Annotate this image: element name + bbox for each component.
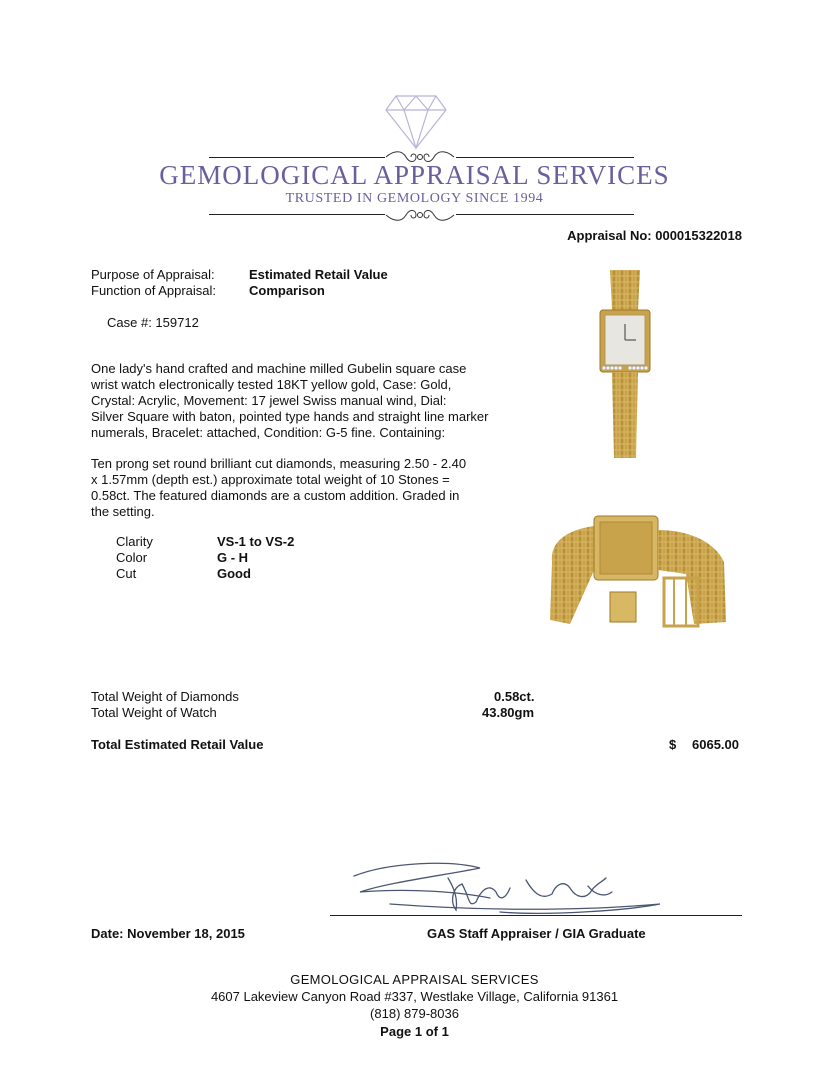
cut-value: Good <box>217 566 251 581</box>
total-watch-weight-value: 43.80gm <box>482 705 535 720</box>
diamond-line: Ten prong set round brilliant cut diamonds, measuring 2.50 - 2.40 <box>91 456 467 471</box>
color-label: Color <box>116 550 148 565</box>
purpose-label: Purpose of Appraisal: <box>91 267 215 282</box>
flourish-ornament-icon <box>384 206 456 224</box>
diamond-description <box>91 456 521 520</box>
appraiser-signature <box>330 858 742 920</box>
description-line: numerals, Bracelet: attached, Condition: G-5 fine. Containing: <box>91 425 446 440</box>
function-value: Comparison <box>249 283 325 298</box>
footer-phone: (818) 879-8036 <box>370 1006 459 1021</box>
purpose-value: Estimated Retail Value <box>249 267 388 282</box>
total-watch-weight-label: Total Weight of Watch <box>91 705 217 720</box>
header-rule-top-left <box>209 157 385 158</box>
appraisal-date: Date: November 18, 2015 <box>91 926 245 941</box>
watch-back-image <box>546 512 732 632</box>
signature-line <box>330 915 742 916</box>
item-description <box>91 361 521 441</box>
case-number: Case #: 159712 <box>107 315 199 330</box>
clarity-value: VS-1 to VS-2 <box>217 534 295 549</box>
diamond-logo-icon <box>384 92 448 150</box>
diamond-line: 0.58ct. The featured diamonds are a custom addition. Graded in <box>91 488 460 503</box>
total-retail-label: Total Estimated Retail Value <box>91 737 264 752</box>
description-line: Silver Square with baton, pointed type hands and straight line marker <box>91 409 489 424</box>
total-diamond-weight-value: 0.58ct. <box>494 689 535 704</box>
appraisal-number: Appraisal No: 000015322018 <box>567 228 742 243</box>
header-rule-bottom-left <box>209 214 385 215</box>
footer-company-name: GEMOLOGICAL APPRAISAL SERVICES <box>290 972 539 987</box>
clarity-label: Clarity <box>116 534 153 549</box>
function-label: Function of Appraisal: <box>91 283 217 298</box>
diamond-line: the setting. <box>91 504 155 519</box>
company-tagline: TRUSTED IN GEMOLOGY SINCE 1994 <box>285 191 544 206</box>
watch-front-image <box>588 270 662 460</box>
total-retail-value: 6065.00 <box>692 737 739 752</box>
description-line: Crystal: Acrylic, Movement: 17 jewel Swiss manual wind, Dial: <box>91 393 447 408</box>
color-value: G - H <box>217 550 249 565</box>
description-line: wrist watch electronically tested 18KT yellow gold, Case: Gold, <box>91 377 452 392</box>
diamond-line: x 1.57mm (depth est.) approximate total weight of 10 Stones = <box>91 472 450 487</box>
footer-address: 4607 Lakeview Canyon Road #337, Westlake Village, California 91361 <box>210 989 619 1004</box>
header-rule-bottom-right <box>456 214 634 215</box>
company-name: GEMOLOGICAL APPRAISAL SERVICES <box>159 160 670 190</box>
cut-label: Cut <box>116 566 137 581</box>
header-rule-top-right <box>456 157 634 158</box>
currency-symbol: $ <box>669 737 677 752</box>
total-diamond-weight-label: Total Weight of Diamonds <box>91 689 239 704</box>
page-number: Page 1 of 1 <box>380 1024 449 1039</box>
description-line: One lady's hand crafted and machine milled Gubelin square case <box>91 361 467 376</box>
appraiser-title: GAS Staff Appraiser / GIA Graduate <box>427 926 646 941</box>
